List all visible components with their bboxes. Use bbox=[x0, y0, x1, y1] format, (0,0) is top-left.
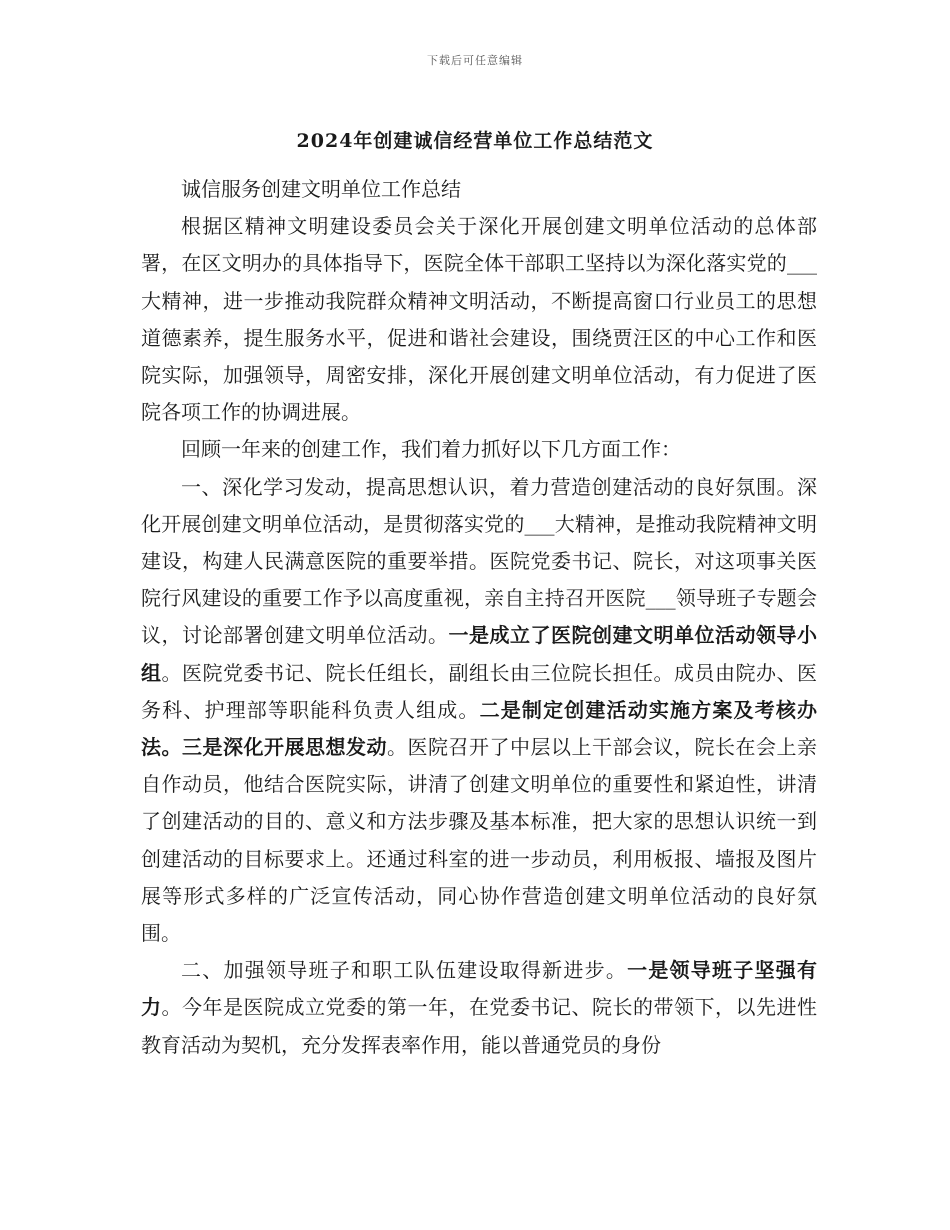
paragraph-1: 根据区精神文明建设委员会关于深化开展创建文明单位活动的总体部署，在区文明办的具体指导下，医院全体干部职工坚持以为深化落实党的___大精神，进一步推动我院群众精神文明活动，不断提高窗口行业员工的思想道德素养，提生服务水平，促进和谐社会建设，围绕贾汪区的中心工作和医院实际，加强领导，周密安排，深化开展创建文明单位活动，有力促进了医院各项工作的协调进展。 bbox=[141, 214, 817, 425]
paragraph-3-text-3: 。医院召开了中层以上干部会议，院长在会上亲自作动员，他结合医院实际，讲清了创建文明单位的重要性和紧迫性，讲清了创建活动的目的、意义和方法步骤及基本标准，把大家的思想认识统一到创建活动的目标要求上。还通过科室的进一步动员，利用板报、墙报及图片展等形式多样的广泛宣传活动，同心协作营造创建文明单位活动的良好氛围。 bbox=[141, 735, 817, 946]
paragraph-4-text-2: 。今年是医院成立党委的第一年，在党委书记、院长的带领下，以先进性教育活动为契机，充分发挥表率作用，能以普通党员的身份 bbox=[141, 995, 817, 1057]
document-title: 2024年创建诚信经营单位工作总结范文 bbox=[296, 130, 654, 152]
page-header-note: 下载后可任意编辑 bbox=[427, 54, 523, 67]
document-subtitle: 诚信服务创建文明单位工作总结 bbox=[181, 177, 461, 201]
paragraph-4 bbox=[141, 952, 817, 1064]
document-body bbox=[141, 171, 817, 1064]
paragraph-3-text-2: 。医院党委书记、院长任组长，副组长由三位院长担任。成员由院办、医务科、护理部等职能科负责人组成。 bbox=[141, 660, 817, 722]
paragraph-3-text-1: 一、深化学习发动，提高思想认识，着力营造创建活动的良好氛围。深化开展创建文明单位活动，是贯彻落实党的___大精神，是推动我院精神文明建设，构建人民满意医院的重要举措。医院党委书记、院长，对这项事关医院行风建设的重要工作予以高度重视，亲自主持召开医院___领导班子专题会议，讨论部署创建文明单位活动。 bbox=[141, 474, 817, 648]
paragraph-3 bbox=[141, 469, 817, 953]
paragraph-3-bold-2: 二是制定创建活动实施方案及考核办法。三是深化开展思想发动 bbox=[141, 697, 818, 760]
paragraph-3-bold-1: 一是成立了医院创建文明单位活动领导小组 bbox=[141, 623, 817, 685]
paragraph-2: 回顾一年来的创建工作，我们着力抓好以下几方面工作： bbox=[181, 437, 681, 462]
paragraph-4-text-1: 二、加强领导班子和职工队伍建设取得新进步。 bbox=[181, 958, 628, 983]
paragraph-4-bold-1: 一是领导班子坚强有力 bbox=[141, 958, 818, 1020]
